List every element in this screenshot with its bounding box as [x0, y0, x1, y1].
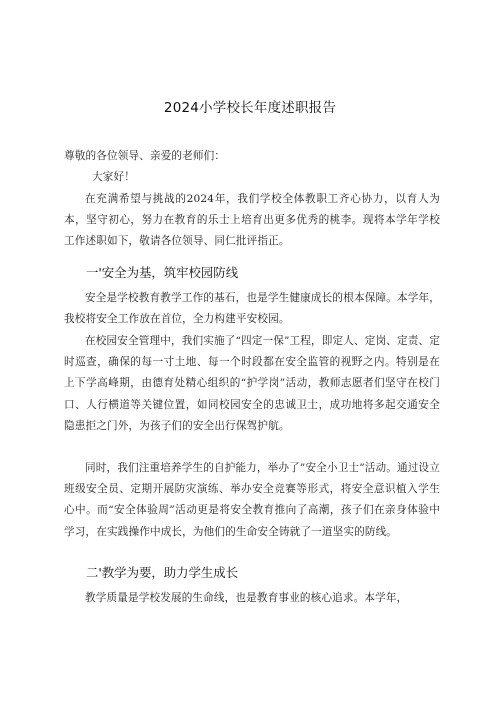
- greeting: 大家好！: [92, 171, 135, 183]
- paragraph: 在校园安全管理中，我们实施了“四定一保”工程，即定人、定岗、定责、定时巡查，确保的每一寸土地、每一个时段都在安全监管的视野之内。特别是在上下学高峰期，由德育处精心组织的“护学岗”活动，教师志愿者们坚守在校门口、人行横道等关键位置，如同校园安全的忠诚卫士，成功地将多起交通安全隐患拒之门外，为孩子们的安全出行保驾护航。: [64, 335, 440, 432]
- section-heading-safety: 一'安全为基，筑牢校园防线: [86, 265, 239, 280]
- paragraph: 同时，我们注重培养学生的自护能力，举办了”安全小卫士”活动。通过设立班级安全员、定期开展防灾演练、举办安全竞赛等形式，将安全意识植入学生心中。而“安全体验周”活动更是将安全教育推向了高潮，孩子们在亲身体验中学习，在实践操作中成长，为他们的生命安全铸就了一道坚实的防线。: [64, 462, 440, 538]
- intro-paragraph: 在充满希望与挑战的2024年，我们学校全体教职工齐心协力，以育人为本，坚守初心，努力在教育的乐士上培育出更多优秀的桃李。现将本学年学校工作述职如下，敬请各位领导、同仁批评指正。: [64, 193, 440, 248]
- salutation: 尊敬的各位领导、亲爱的老师们：: [64, 150, 226, 162]
- section-heading-teaching: 二'教学为要，助力学生成长: [86, 565, 239, 580]
- paragraph: 教学质量是学校发展的生命线，也是教育事业的核心追求。本学年，: [85, 592, 408, 604]
- document-title: 2024小学校长年度述职报告: [163, 100, 337, 116]
- paragraph: 安全是学校教育教学工作的基石，也是学生健康成长的根本保障。本学年，我校将安全工作放在首位，全力构建平安校园。: [64, 292, 440, 326]
